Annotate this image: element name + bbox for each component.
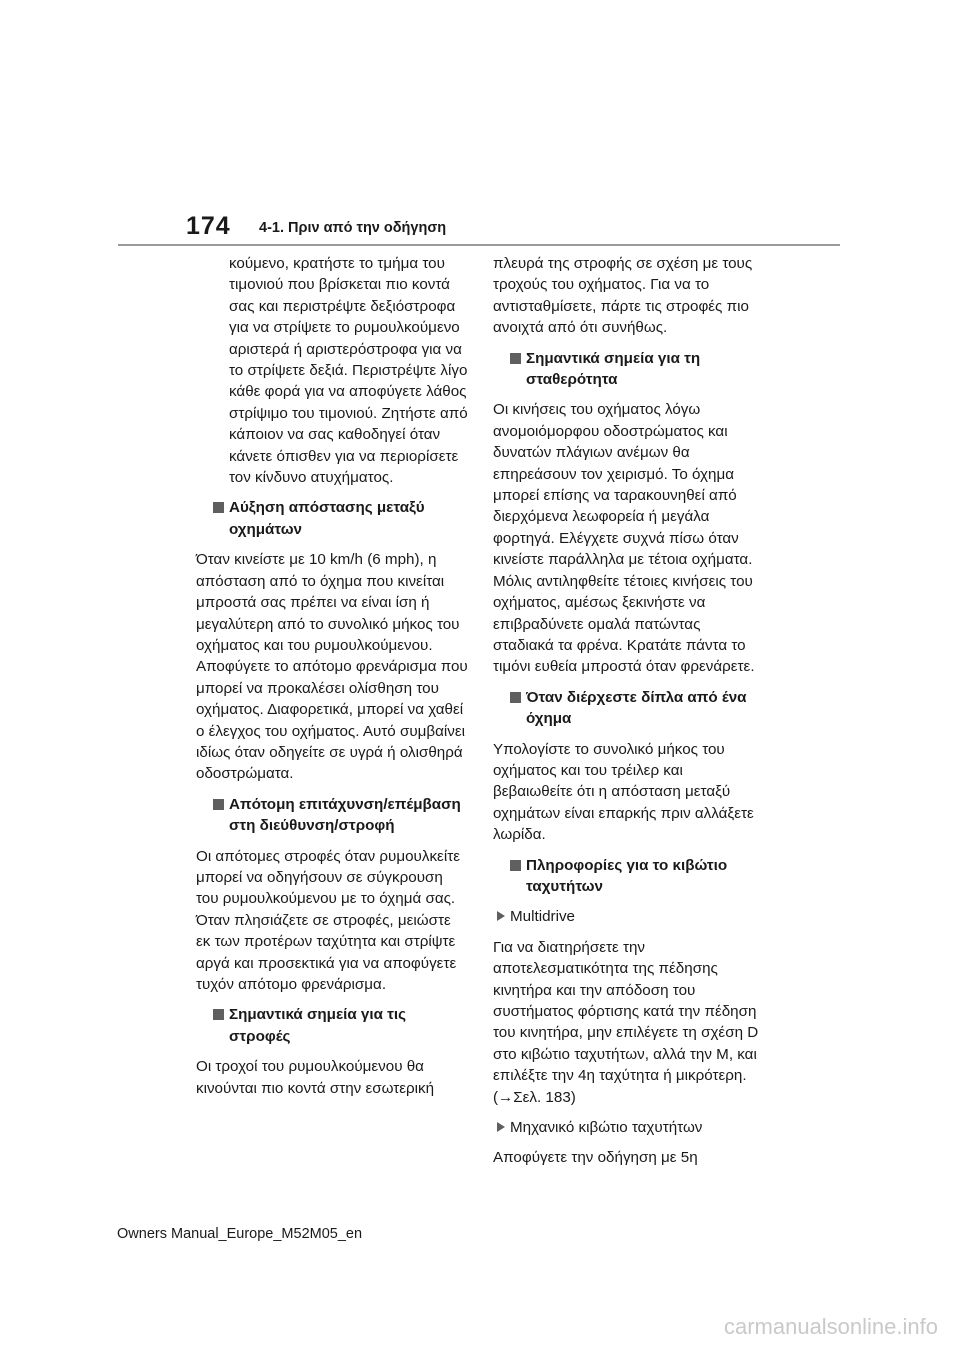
section-heading bbox=[493, 348, 765, 391]
heading-text: Απότομη επιτάχυνση/επέμβαση στη διεύθυνση/στροφή bbox=[229, 795, 461, 835]
page-number: 174 bbox=[186, 212, 231, 240]
heading-text: Όταν διέρχεστε δίπλα από ένα όχημα bbox=[526, 688, 747, 728]
paragraph: Όταν κινείστε με 10 km/h (6 mph), η απόσταση από το όχημα που κινείται μπροστά σας πρέπει να είναι ίση ή μεγαλύτερη από το συνολικό μήκος του οχήματος και του ρυμουλκούμενου. Αποφύγετε το απότομο φρενάρισμα που μπορεί να προκαλέσει ολίσθηση του οχήματος. Διαφορετικά, μπορεί να χαθεί ο έλεγχος του οχήματος. Αυτό συμβαίνει ιδίως όταν οδηγείτε σε υγρά ή ολισθηρά οδοστρώματα. bbox=[196, 551, 468, 783]
section-heading bbox=[196, 497, 468, 540]
footer-text: Owners Manual_Europe_M52M05_en bbox=[117, 1226, 363, 1242]
paragraph: Αποφύγετε την οδήγηση με 5η bbox=[493, 1149, 698, 1167]
sub-heading-text: Μηχανικό κιβώτιο ταχυτήτων bbox=[510, 1119, 703, 1137]
paragraph: πλευρά της στροφής σε σχέση με τους τροχούς του οχήματος. Για να το αντισταθμίσετε, πάρτε τις στροφές πιο ανοιχτά από ότι συνήθως. bbox=[493, 255, 753, 337]
triangle-bullet-icon bbox=[497, 911, 505, 921]
section-title: 4-1. Πριν από την οδήγηση bbox=[259, 220, 447, 236]
paragraph: Οι κινήσεις του οχήματος λόγω ανομοιόμορφου οδοστρώματος και δυνατών πλάγιων ανέμων θα επηρεάσουν τον χειρισμό. Το όχημα μπορεί επίσης να ταρακουνηθεί από διερχόμενα λεωφορεία ή μεγάλα φορτηγά. Ελέγχετε συχνά πίσω όταν κινείστε παράλληλα με τέτοια οχήματα. Μόλις αντιληφθείτε τέτοιες κινήσεις του οχήματος, αμέσως ξεκινήστε να επιβραδύνετε ομαλά πατώντας σταδιακά τα φρένα. Κρατάτε πάντα το τιμόνι ευθεία μπροστά όταν φρενάρετε. bbox=[493, 401, 755, 676]
paragraph: Οι τροχοί του ρυμουλκούμενου θα κινούνται πιο κοντά στην εσωτερική bbox=[196, 1058, 435, 1097]
watermark: carmanualsonline.info bbox=[723, 1314, 938, 1339]
heading-text: Σημαντικά σημεία για τις στροφές bbox=[229, 1006, 407, 1045]
header-rule bbox=[118, 244, 840, 246]
section-heading bbox=[493, 855, 765, 898]
triangle-bullet-icon bbox=[497, 1122, 505, 1132]
square-bullet-icon bbox=[510, 692, 521, 703]
section-heading bbox=[196, 794, 468, 837]
right-column bbox=[493, 253, 765, 1169]
heading-text: Πληροφορίες για το κιβώτιο ταχυτήτων bbox=[526, 856, 728, 895]
square-bullet-icon bbox=[213, 502, 224, 513]
sub-heading bbox=[493, 906, 765, 927]
heading-text: Αύξηση απόστασης μεταξύ οχημάτων bbox=[229, 499, 425, 538]
paragraph: Για να διατηρήσετε την αποτελεσματικότητα της πέδησης κινητήρα και την απόδοση του συστήματος φόρτισης κατά την πέδηση του κινητήρα, μην επιλέγετε τη σχέση D στο κιβώτιο ταχυτήτων, αλλά την M, και επιλέξτε την 4η ταχύτητα ή μικρότερη. (→Σελ. 183) bbox=[493, 938, 759, 1106]
square-bullet-icon bbox=[213, 799, 224, 810]
left-column bbox=[196, 253, 468, 1099]
sub-heading-text: Multidrive bbox=[510, 908, 575, 926]
section-heading bbox=[196, 1004, 468, 1047]
paragraph: Οι απότομες στροφές όταν ρυμουλκείτε μπορεί να οδηγήσουν σε σύγκρουση του ρυμουλκούμενου με το όχημά σας. Όταν πλησιάζετε σε στροφές, μειώστε εκ των προτέρων ταχύτητα και στρίψτε αργά και προσεκτικά για να αποφύγετε τυχόν απότομο φρενάρισμα. bbox=[196, 847, 460, 993]
square-bullet-icon bbox=[213, 1009, 224, 1020]
square-bullet-icon bbox=[510, 353, 521, 364]
section-heading bbox=[493, 687, 765, 730]
square-bullet-icon bbox=[510, 860, 521, 871]
paragraph: Υπολογίστε το συνολικό μήκος του οχήματος και του τρέιλερ και βεβαιωθείτε ότι η απόσταση μεταξύ οχημάτων είναι επαρκής πριν αλλάξετε λωρίδα. bbox=[493, 740, 754, 844]
paragraph: κούμενο, κρατήστε το τμήμα του τιμονιού που βρίσκεται πιο κοντά σας και περιστρέψτε δεξιόστροφα για να στρίψετε το ρυμουλκούμενο αριστερά ή αριστερόστροφα για να το στρίψετε δεξιά. Περιστρέψτε λίγο κάθε φορά για να αποφύγετε λάθος στρίψιμο του τιμονιού. Ζητήστε από κάποιον να σας καθοδηγεί όταν κάνετε όπισθεν για να περιορίσετε τον κίνδυνο ατυχήματος. bbox=[229, 255, 468, 487]
sub-heading bbox=[493, 1117, 765, 1138]
heading-text: Σημαντικά σημεία για τη σταθερότητα bbox=[526, 349, 701, 389]
